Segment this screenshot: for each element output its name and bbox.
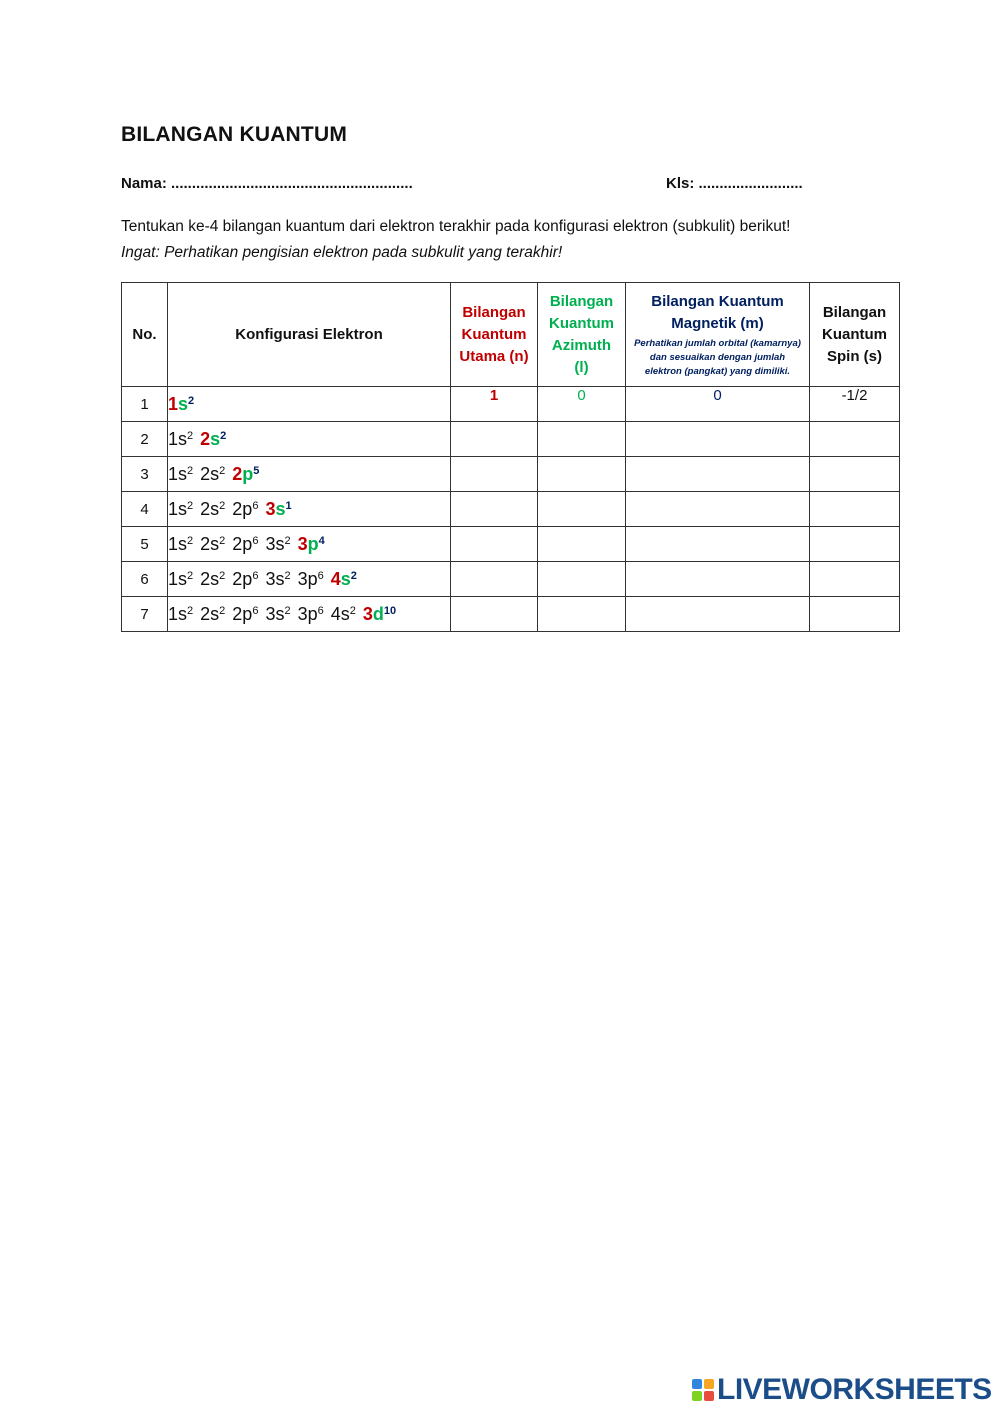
subshell	[168, 534, 193, 554]
shell-number: 1	[168, 428, 179, 449]
subshell-letter: p	[242, 603, 253, 624]
electron-count: 2	[350, 569, 357, 582]
electron-count: 4	[318, 534, 325, 547]
header-s-label: Bilangan Kuantum Spin (s)	[822, 303, 887, 365]
subshell	[265, 534, 290, 554]
subshell-letter: s	[210, 533, 220, 554]
shell-number: 3	[265, 533, 276, 554]
answer-m[interactable]	[626, 422, 810, 457]
row-number: 5	[122, 527, 168, 562]
header-m-label: Bilangan Kuantum Magnetik (m)	[651, 292, 784, 332]
electron-count: 10	[383, 604, 397, 617]
electron-count: 2	[187, 499, 194, 512]
subshell	[168, 499, 193, 519]
shell-number: 2	[232, 533, 243, 554]
subshell	[298, 569, 324, 589]
shell-number: 2	[232, 603, 243, 624]
subshell	[200, 604, 225, 624]
instruction-text: Tentukan ke-4 bilangan kuantum dari elektron terakhir pada konfigurasi elektron (subkulit) berikut!	[121, 218, 791, 235]
shell-number: 3	[265, 498, 276, 519]
page-title: BILANGAN KUANTUM	[121, 123, 348, 146]
subshell	[168, 464, 193, 484]
header-n-label: Bilangan Kuantum Utama (n)	[459, 303, 529, 365]
last-subshell	[200, 429, 226, 449]
subshell-letter: d	[372, 603, 384, 624]
answer-l[interactable]	[538, 422, 626, 457]
answer-s[interactable]	[810, 422, 900, 457]
subshell	[232, 534, 258, 554]
answer-s[interactable]	[810, 597, 900, 632]
logo-mark-icon	[692, 1379, 714, 1401]
shell-number: 1	[168, 393, 179, 414]
electron-count: 2	[284, 569, 291, 582]
answer-l[interactable]	[538, 527, 626, 562]
class-field: Kls: .........................	[666, 175, 803, 192]
answer-m[interactable]	[626, 597, 810, 632]
last-subshell	[265, 499, 291, 519]
subshell-letter: s	[178, 568, 188, 589]
subshell-letter: p	[307, 533, 319, 554]
subshell-letter: s	[178, 533, 188, 554]
electron-count: 6	[252, 499, 259, 512]
subshell	[232, 569, 258, 589]
answer-s[interactable]	[810, 562, 900, 597]
electron-count: 5	[253, 464, 260, 477]
electron-configuration	[168, 422, 451, 457]
subshell-letter: s	[178, 393, 189, 414]
subshell	[200, 499, 225, 519]
liveworksheets-logo	[692, 1375, 992, 1405]
subshell	[232, 604, 258, 624]
electron-count: 2	[187, 464, 194, 477]
subshell-letter: p	[242, 533, 253, 554]
subshell	[265, 569, 290, 589]
electron-count: 2	[284, 534, 291, 547]
row-number: 4	[122, 492, 168, 527]
answer-l[interactable]: 0	[538, 387, 626, 422]
subshell-letter: s	[210, 568, 220, 589]
subshell-letter: s	[210, 498, 220, 519]
shell-number: 1	[168, 568, 179, 589]
shell-number: 2	[232, 568, 243, 589]
subshell	[265, 604, 290, 624]
subshell	[200, 464, 225, 484]
electron-count: 2	[219, 464, 226, 477]
subshell	[200, 534, 225, 554]
electron-count: 2	[219, 499, 226, 512]
table-row	[122, 457, 900, 492]
header-n	[451, 283, 538, 387]
answer-n[interactable]	[451, 457, 538, 492]
subshell-letter: s	[275, 498, 286, 519]
shell-number: 1	[168, 533, 179, 554]
answer-l[interactable]	[538, 562, 626, 597]
shell-number: 2	[200, 568, 211, 589]
answer-n[interactable]	[451, 597, 538, 632]
answer-m[interactable]: 0	[626, 387, 810, 422]
electron-count: 2	[349, 604, 356, 617]
electron-count: 2	[187, 604, 194, 617]
last-subshell	[363, 604, 396, 624]
answer-m[interactable]	[626, 562, 810, 597]
table-row	[122, 492, 900, 527]
electron-configuration	[168, 527, 451, 562]
electron-configuration	[168, 457, 451, 492]
shell-number: 2	[232, 463, 243, 484]
subshell-letter: s	[275, 603, 285, 624]
answer-n[interactable]	[451, 562, 538, 597]
header-l	[538, 283, 626, 387]
subshell-letter: s	[178, 463, 188, 484]
answer-n[interactable]	[451, 527, 538, 562]
subshell-letter: s	[210, 463, 220, 484]
shell-number: 3	[362, 603, 373, 624]
electron-configuration	[168, 597, 451, 632]
header-no: No.	[122, 283, 168, 387]
electron-count: 2	[219, 534, 226, 547]
row-number: 1	[122, 387, 168, 422]
name-field: Nama: ..........................................................	[121, 175, 413, 192]
table-row	[122, 527, 900, 562]
shell-number: 1	[168, 463, 179, 484]
electron-count: 6	[317, 604, 324, 617]
logo-square	[704, 1391, 714, 1401]
subshell-letter: p	[307, 603, 318, 624]
last-subshell	[168, 394, 194, 414]
electron-count: 6	[252, 569, 259, 582]
table-row	[122, 387, 900, 422]
subshell	[168, 569, 193, 589]
answer-m[interactable]	[626, 492, 810, 527]
subshell-letter: p	[242, 568, 253, 589]
subshell-letter: s	[275, 568, 285, 589]
answer-l[interactable]	[538, 457, 626, 492]
electron-count: 2	[187, 534, 194, 547]
last-subshell	[331, 569, 357, 589]
electron-count: 6	[252, 604, 259, 617]
answer-m[interactable]	[626, 457, 810, 492]
table-row	[122, 422, 900, 457]
logo-square	[692, 1391, 702, 1401]
electron-count: 2	[219, 569, 226, 582]
answer-m[interactable]	[626, 527, 810, 562]
electron-configuration	[168, 387, 451, 422]
last-subshell	[298, 534, 325, 554]
row-number: 3	[122, 457, 168, 492]
electron-count: 2	[187, 429, 194, 442]
shell-number: 2	[232, 498, 243, 519]
electron-count: 2	[188, 394, 195, 407]
shell-number: 3	[297, 603, 308, 624]
answer-s[interactable]	[810, 492, 900, 527]
subshell	[232, 499, 258, 519]
note-text: Ingat: Perhatikan pengisian elektron pada subkulit yang terakhir!	[121, 244, 563, 261]
subshell	[200, 569, 225, 589]
row-number: 6	[122, 562, 168, 597]
logo-square	[692, 1379, 702, 1389]
header-m	[626, 283, 810, 387]
answer-l[interactable]	[538, 492, 626, 527]
electron-count: 6	[317, 569, 324, 582]
subshell-letter: s	[210, 428, 221, 449]
subshell-letter: p	[242, 498, 253, 519]
shell-number: 3	[297, 568, 308, 589]
subshell-letter: s	[210, 603, 220, 624]
shell-number: 2	[200, 498, 211, 519]
electron-count: 2	[220, 429, 227, 442]
logo-square	[704, 1379, 714, 1389]
table-row	[122, 597, 900, 632]
answer-s[interactable]	[810, 457, 900, 492]
shell-number: 2	[200, 463, 211, 484]
electron-configuration	[168, 562, 451, 597]
header-m-note: Perhatikan jumlah orbital (kamarnya) dan sesuaikan dengan jumlah elektron (pangkat) yang dimiliki.	[634, 337, 801, 377]
subshell	[168, 429, 193, 449]
electron-count: 2	[284, 604, 291, 617]
shell-number: 1	[168, 498, 179, 519]
row-number: 2	[122, 422, 168, 457]
shell-number: 2	[200, 428, 211, 449]
shell-number: 3	[265, 568, 276, 589]
subshell	[331, 604, 356, 624]
table-row	[122, 562, 900, 597]
shell-number: 4	[330, 568, 341, 589]
subshell-letter: s	[178, 603, 188, 624]
answer-s[interactable]	[810, 527, 900, 562]
answer-l[interactable]	[538, 597, 626, 632]
answer-n[interactable]: 1	[451, 387, 538, 422]
electron-count: 2	[219, 604, 226, 617]
shell-number: 4	[330, 603, 341, 624]
electron-count: 2	[187, 569, 194, 582]
subshell	[168, 604, 193, 624]
shell-number: 3	[297, 533, 308, 554]
subshell-letter: s	[178, 428, 188, 449]
answer-n[interactable]	[451, 492, 538, 527]
electron-configuration	[168, 492, 451, 527]
header-s	[810, 283, 900, 387]
subshell-letter: s	[340, 568, 351, 589]
subshell-letter: s	[340, 603, 350, 624]
header-l-label: Bilangan Kuantum Azimuth (l)	[549, 292, 614, 376]
table-header-row	[122, 283, 900, 387]
last-subshell	[232, 464, 259, 484]
quantum-number-table	[121, 282, 900, 632]
subshell	[298, 604, 324, 624]
subshell-letter: s	[275, 533, 285, 554]
answer-s[interactable]: -1/2	[810, 387, 900, 422]
row-number: 7	[122, 597, 168, 632]
electron-count: 1	[285, 499, 292, 512]
electron-count: 6	[252, 534, 259, 547]
shell-number: 3	[265, 603, 276, 624]
shell-number: 2	[200, 533, 211, 554]
subshell-letter: p	[307, 568, 318, 589]
subshell-letter: p	[242, 463, 254, 484]
logo-text: LIVEWORKSHEETS	[717, 1373, 992, 1406]
answer-n[interactable]	[451, 422, 538, 457]
subshell-letter: s	[178, 498, 188, 519]
shell-number: 2	[200, 603, 211, 624]
shell-number: 1	[168, 603, 179, 624]
header-konfigurasi: Konfigurasi Elektron	[168, 283, 451, 387]
